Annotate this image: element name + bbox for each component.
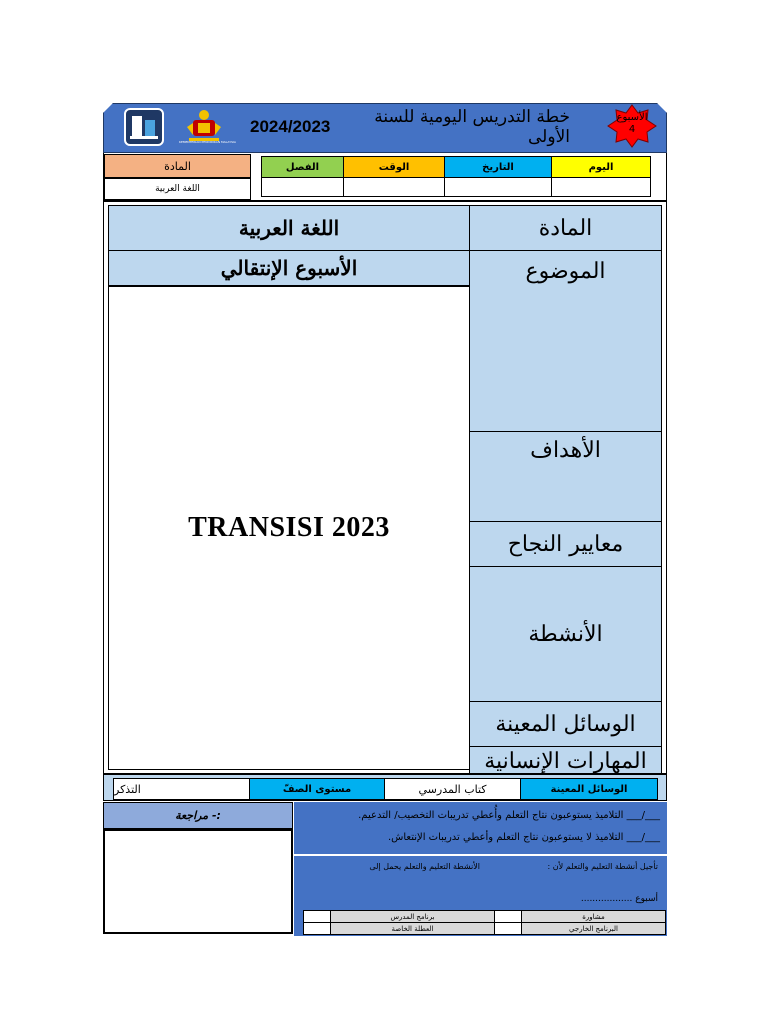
page-title — [250, 107, 570, 147]
subject-value-main — [108, 205, 470, 251]
ministry-crest-icon — [179, 107, 236, 147]
time-header-text: الوقت — [378, 161, 410, 173]
option-checkbox-external[interactable] — [494, 922, 522, 935]
level-value-text: التذكر — [114, 782, 141, 796]
objectives-label: الأهداف — [530, 438, 601, 463]
activities-label-cell — [469, 566, 662, 702]
subject-value-text: اللغة العربية — [155, 184, 200, 194]
subject-header-text: المادة — [164, 159, 191, 173]
reflection-line-2-text: ___/___ التلاميذ لا يستوعبون نتاج التعلم وأعطي تدريبات الإنتعاش. — [387, 832, 660, 843]
activities-label: الأنشطة — [528, 621, 603, 647]
option-holiday-text: العطلة الخاصة — [391, 924, 434, 933]
reflection-line-1 — [300, 810, 660, 821]
time-value-cell[interactable] — [343, 177, 445, 197]
objectives-label-cell — [469, 431, 662, 522]
reflection-line-2 — [300, 832, 660, 843]
day-header-cell — [551, 156, 651, 178]
level-value-cell[interactable] — [113, 778, 250, 800]
option-external — [521, 922, 666, 935]
date-header-text: التاريخ — [482, 161, 514, 173]
topic-value-main — [108, 250, 470, 286]
page-title-year: 2024/2023 — [250, 117, 331, 136]
skills-label: المهارات الإنسانية — [484, 749, 647, 774]
aids-bottom-label-cell — [520, 778, 658, 800]
date-header-cell — [444, 156, 552, 178]
topic-label: الموضوع — [525, 259, 606, 284]
topic-label-cell — [469, 250, 662, 432]
criteria-label: معايير النجاح — [507, 531, 624, 557]
option-holiday — [330, 922, 495, 935]
week-line-text: أسبوع .................. — [580, 894, 658, 904]
review-box[interactable] — [103, 829, 293, 934]
week-line — [540, 894, 658, 904]
aids-value-cell[interactable] — [384, 778, 521, 800]
subject-value-main-text: اللغة العربية — [238, 216, 340, 240]
page-title-text: خطة التدريس اليومية للسنة الأولى — [374, 107, 570, 147]
time-header-cell — [343, 156, 445, 178]
class-header-text: الفصل — [285, 161, 320, 173]
week-badge-label — [607, 112, 657, 136]
option-checkbox-holiday[interactable] — [303, 922, 331, 935]
postpone-text — [540, 862, 658, 871]
option-external-text: البرنامج الخارجي — [569, 924, 618, 933]
subject-value-cell[interactable] — [104, 178, 251, 200]
level-label-cell — [249, 778, 385, 800]
moved-text — [340, 862, 480, 871]
subject-header-cell — [104, 154, 251, 178]
aids-bottom-label-text: الوسائل المعينة — [550, 783, 628, 795]
option-consult-text: مشاورة — [582, 912, 605, 921]
transition-content-cell — [108, 286, 470, 770]
date-value-cell[interactable] — [444, 177, 552, 197]
subject-label: المادة — [538, 215, 593, 241]
subject-label-cell — [469, 205, 662, 251]
level-label-text: مستوى الصفّ — [282, 783, 352, 795]
reflection-line-1-text: ___/___ التلاميذ يستوعبون نتاج التعلم وأُعطي تدريبات التخصيب/ التدعيم. — [358, 810, 660, 821]
aids-value-text: كتاب المدرسي — [418, 782, 487, 796]
postpone-text-value: تأجيل أنشطة التعليم والتعلم لأن : — [547, 862, 658, 871]
day-header-text: اليوم — [588, 161, 614, 173]
aids-label: الوسائل المعينة — [495, 711, 636, 737]
transition-title: TRANSISI 2023 — [188, 512, 390, 543]
school-logo-icon — [124, 108, 164, 146]
class-value-cell[interactable] — [261, 177, 344, 197]
day-value-cell[interactable] — [551, 177, 651, 197]
review-label-text: :- مراجعة — [175, 809, 221, 822]
moved-text-value: الأنشطة التعليم والتعلم يحمل إلى — [369, 862, 480, 871]
skills-label-cell — [469, 746, 662, 774]
week-badge-text: الأسبوع — [616, 112, 648, 123]
ministry-caption: KEMENTERIAN PENDIDIKAN MALAYSIA — [179, 140, 236, 144]
criteria-label-cell — [469, 521, 662, 567]
class-header-cell — [261, 156, 344, 178]
week-badge-number: 4 — [628, 124, 636, 135]
option-teacher-text: برنامج المدرس — [390, 912, 435, 921]
aids-label-cell — [469, 701, 662, 747]
review-label-cell — [103, 802, 293, 829]
topic-value-main-text: الأسبوع الإنتقالي — [220, 256, 358, 280]
